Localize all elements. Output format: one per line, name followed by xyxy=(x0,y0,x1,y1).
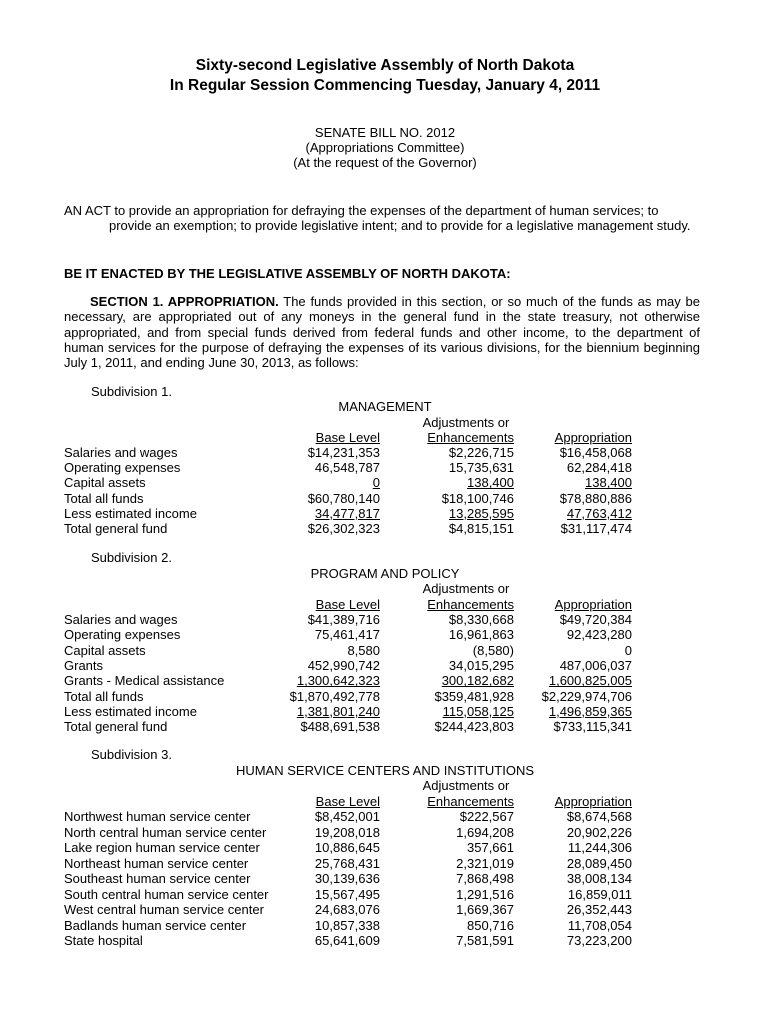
row-label: Salaries and wages xyxy=(64,612,178,627)
subdivision2-title: PROGRAM AND POLICY xyxy=(310,566,460,581)
base-level-value: $26,302,323 xyxy=(307,521,380,536)
table-row xyxy=(0,825,770,840)
appropriation-value: $78,880,886 xyxy=(559,490,632,506)
row-label: Total all funds xyxy=(64,490,144,506)
appropriation-value: 0 xyxy=(624,642,632,658)
appropriation-value: 47,763,412 xyxy=(566,505,632,521)
adjustment-value: $4,815,151 xyxy=(448,521,514,536)
enacting-clause: BE IT ENACTED BY THE LEGISLATIVE ASSEMBLY OF NORTH DAKOTA: xyxy=(64,266,511,281)
table-row xyxy=(0,809,770,824)
table-row xyxy=(0,460,770,475)
adjustment-value: (8,580) xyxy=(472,642,514,658)
row-label: Capital assets xyxy=(64,642,146,658)
appropriation-value: 26,352,443 xyxy=(566,902,632,917)
adjustment-value: 15,735,631 xyxy=(448,460,514,476)
adjustment-value: $359,481,928 xyxy=(434,688,514,704)
base-level-value: 1,381,801,240 xyxy=(296,703,380,719)
table-row xyxy=(0,612,770,627)
base-level-value: 452,990,742 xyxy=(307,657,380,673)
appropriation-value: 138,400 xyxy=(585,475,632,491)
appropriation-value: $733,115,341 xyxy=(553,719,632,735)
table-row xyxy=(0,719,770,734)
table-row xyxy=(0,689,770,704)
committee-note: (Appropriations Committee) xyxy=(305,140,465,155)
doc-title-line1: Sixty-second Legislative Assembly of North Dakota xyxy=(195,57,575,74)
appropriation-value: 20,902,226 xyxy=(566,824,632,840)
appropriation-value: 1,600,825,005 xyxy=(548,673,632,689)
adjustment-value: $222,567 xyxy=(459,809,514,824)
base-level-value: 10,886,645 xyxy=(314,840,380,855)
row-label: Total general fund xyxy=(64,719,168,735)
col-base-level: Base Level xyxy=(315,430,380,445)
appropriation-value: 62,284,418 xyxy=(566,460,632,476)
base-level-value: 0 xyxy=(372,475,380,491)
row-label: Grants xyxy=(64,657,104,673)
base-level-value: $60,780,140 xyxy=(307,490,380,506)
appropriation-value: $2,229,974,706 xyxy=(541,688,632,704)
adjustment-value: $8,330,668 xyxy=(448,612,514,627)
base-level-value: 19,208,018 xyxy=(314,824,380,840)
appropriation-value: 38,008,134 xyxy=(566,871,632,886)
subdivision3-title: HUMAN SERVICE CENTERS AND INSTITUTIONS xyxy=(235,763,535,778)
table-row xyxy=(0,902,770,917)
appropriation-value: 16,859,011 xyxy=(567,886,632,902)
col-adj-top: Adjustments or xyxy=(422,415,510,430)
base-level-value: 15,567,495 xyxy=(314,886,380,902)
adjustment-value: 2,321,019 xyxy=(456,855,514,871)
table-row xyxy=(0,521,770,536)
base-level-value: 65,641,609 xyxy=(314,933,380,948)
table-row xyxy=(0,856,770,871)
table-row xyxy=(0,840,770,855)
base-level-value: 25,768,431 xyxy=(314,855,380,871)
row-label: Less estimated income xyxy=(64,703,197,719)
table-row xyxy=(0,918,770,933)
col-appropriation: Appropriation xyxy=(554,794,632,809)
table-row xyxy=(0,475,770,490)
table-row xyxy=(0,887,770,902)
base-level-value: $8,452,001 xyxy=(314,809,380,824)
base-level-value: 34,477,817 xyxy=(314,505,380,521)
table-row xyxy=(0,491,770,506)
adjustment-value: 7,868,498 xyxy=(456,871,514,886)
col-enhancements: Enhancements xyxy=(427,430,514,445)
row-label: Total general fund xyxy=(64,521,168,536)
row-label: West central human service center xyxy=(64,902,264,917)
base-level-value: 30,139,636 xyxy=(314,871,380,886)
row-label: Lake region human service center xyxy=(64,840,260,855)
col-appropriation: Appropriation xyxy=(554,597,632,612)
appropriation-value: 1,496,859,365 xyxy=(548,703,632,719)
table-row xyxy=(0,506,770,521)
row-label: Less estimated income xyxy=(64,505,197,521)
row-label: North central human service center xyxy=(64,824,267,840)
table-row xyxy=(0,627,770,642)
row-label: South central human service center xyxy=(64,886,269,902)
appropriation-value: $16,458,068 xyxy=(559,445,632,460)
adjustment-value: 138,400 xyxy=(467,475,514,491)
row-label: Northeast human service center xyxy=(64,855,249,871)
col-base-level: Base Level xyxy=(315,794,380,809)
table-row xyxy=(0,871,770,886)
appropriation-value: 11,244,306 xyxy=(567,840,632,855)
adjustment-value: 16,961,863 xyxy=(448,627,514,643)
bill-number: SENATE BILL NO. 2012 xyxy=(314,125,456,140)
section1-paragraph xyxy=(64,294,700,370)
base-level-value: 75,461,417 xyxy=(314,627,380,643)
subdivision1-label: Subdivision 1. xyxy=(91,384,172,399)
base-level-value: $488,691,538 xyxy=(300,719,380,735)
col-enhancements: Enhancements xyxy=(427,794,514,809)
adjustment-value: $244,423,803 xyxy=(434,719,514,735)
row-label: Salaries and wages xyxy=(64,445,178,460)
appropriation-value: 487,006,037 xyxy=(559,657,632,673)
row-label: Total all funds xyxy=(64,688,144,704)
row-label: Operating expenses xyxy=(64,460,181,476)
adjustment-value: $2,226,715 xyxy=(448,445,514,460)
col-base-level: Base Level xyxy=(315,597,380,612)
doc-title-line2: In Regular Session Commencing Tuesday, January 4, 2011 xyxy=(169,77,601,94)
adjustment-value: 1,669,367 xyxy=(456,902,514,917)
row-label: Southeast human service center xyxy=(64,871,251,886)
act-line1: AN ACT to provide an appropriation for defraying the expenses of the department of human services; to xyxy=(64,203,659,218)
adjustment-value: 13,285,595 xyxy=(448,505,514,521)
row-label: Capital assets xyxy=(64,475,146,491)
adjustment-value: 115,058,125 xyxy=(442,703,514,719)
section1-heading: SECTION 1. APPROPRIATION. xyxy=(90,294,279,309)
adjustment-value: $18,100,746 xyxy=(441,490,514,506)
adjustment-value: 1,694,208 xyxy=(456,824,514,840)
subdivision3-label: Subdivision 3. xyxy=(91,747,172,762)
appropriation-value: $49,720,384 xyxy=(559,612,632,627)
col-adj-top: Adjustments or xyxy=(422,581,510,596)
row-label: State hospital xyxy=(64,933,143,948)
appropriation-value: $31,117,474 xyxy=(560,521,632,536)
appropriation-value: 73,223,200 xyxy=(566,933,632,948)
row-label: Operating expenses xyxy=(64,627,181,643)
base-level-value: 8,580 xyxy=(347,642,380,658)
adjustment-value: 1,291,516 xyxy=(456,886,514,902)
base-level-value: 24,683,076 xyxy=(314,902,380,917)
col-appropriation: Appropriation xyxy=(554,430,632,445)
base-level-value: $1,870,492,778 xyxy=(289,688,380,704)
table-row xyxy=(0,643,770,658)
col-adj-top: Adjustments or xyxy=(422,778,510,793)
adjustment-value: 7,581,591 xyxy=(456,933,514,948)
appropriation-value: 28,089,450 xyxy=(566,855,632,871)
request-note: (At the request of the Governor) xyxy=(293,155,477,170)
adjustment-value: 357,661 xyxy=(467,840,514,855)
base-level-value: 10,857,338 xyxy=(314,917,380,933)
appropriation-value: 11,708,054 xyxy=(567,917,632,933)
base-level-value: 1,300,642,323 xyxy=(296,673,380,689)
act-paragraph xyxy=(64,203,700,234)
appropriation-value: $8,674,568 xyxy=(566,809,632,824)
row-label: Badlands human service center xyxy=(64,917,247,933)
section1-text: The funds provided in this section, or so much of the funds as may be necessary, are appropriated out of any moneys in the general fund in the state treasury, not otherwise appropriated, and from special funds derived from federal funds and other income, to the department of human services for the purpose of defraying the expenses of its various divisions, for the biennium beginning July 1, 2011, and ending June 30, 2013, as follows: xyxy=(64,294,700,371)
subdivision1-title: MANAGEMENT xyxy=(338,399,432,414)
appropriation-value: 92,423,280 xyxy=(566,627,632,643)
table-row xyxy=(0,445,770,460)
row-label: Grants - Medical assistance xyxy=(64,673,225,689)
base-level-value: 46,548,787 xyxy=(314,460,380,476)
table-row xyxy=(0,673,770,688)
base-level-value: $41,389,716 xyxy=(307,612,380,627)
table-row xyxy=(0,704,770,719)
row-label: Northwest human service center xyxy=(64,809,251,824)
adjustment-value: 300,182,682 xyxy=(441,673,514,689)
subdivision2-label: Subdivision 2. xyxy=(91,550,172,565)
act-continuation: provide an exemption; to provide legislative intent; and to provide for a legislative management study. xyxy=(109,218,691,234)
adjustment-value: 850,716 xyxy=(467,917,514,933)
adjustment-value: 34,015,295 xyxy=(448,657,514,673)
col-enhancements: Enhancements xyxy=(427,597,514,612)
table-row xyxy=(0,658,770,673)
base-level-value: $14,231,353 xyxy=(307,445,380,460)
table-row xyxy=(0,933,770,948)
